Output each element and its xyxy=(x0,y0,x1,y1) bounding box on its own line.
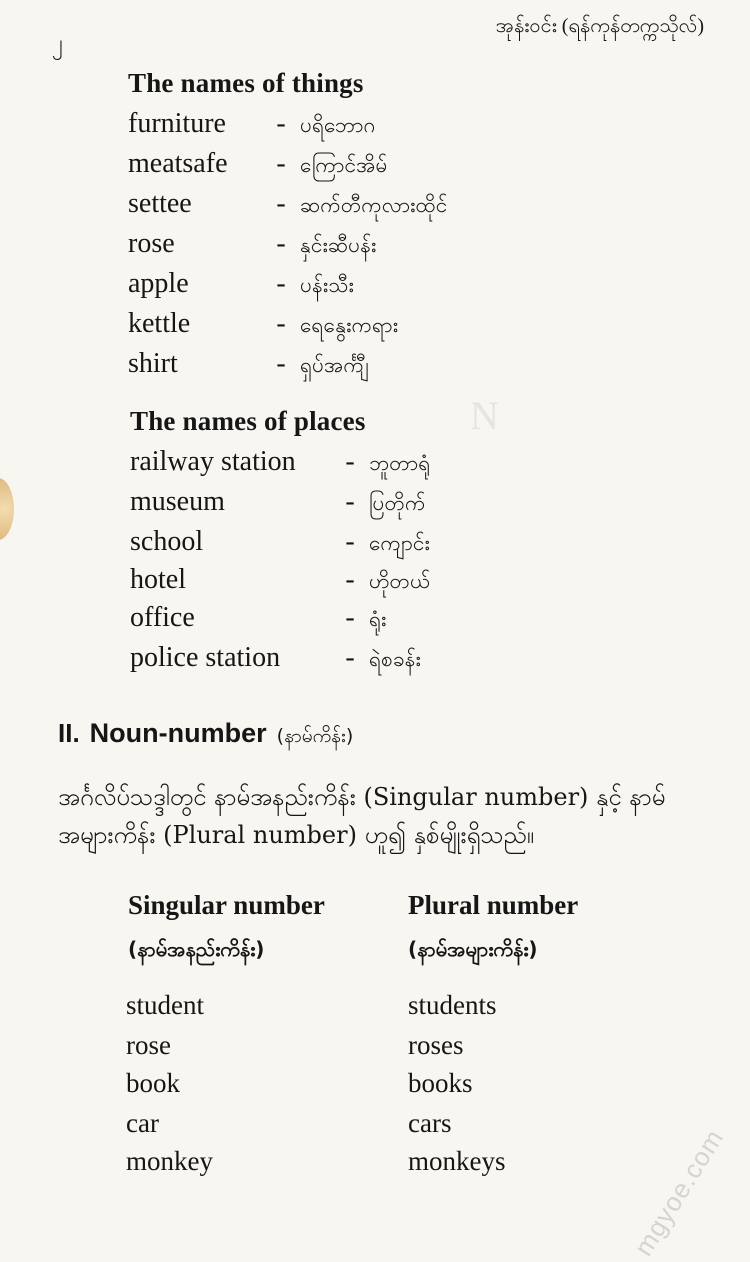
vocab-row xyxy=(128,268,354,308)
singular-word: book xyxy=(126,1068,180,1098)
vocab-dash: - xyxy=(345,564,355,595)
vocab-dash: - xyxy=(345,642,355,673)
singular-word: student xyxy=(126,990,204,1020)
vocab-dash: - xyxy=(276,148,286,179)
plural-word: monkeys xyxy=(408,1146,506,1176)
vocab-english: kettle xyxy=(128,308,191,339)
singular-column-subheader: (နာမ်အနည်းကိန်း) xyxy=(128,937,265,961)
vocab-row xyxy=(128,228,376,268)
thumb-edge-decoration xyxy=(0,478,14,540)
singular-word: rose xyxy=(126,1030,171,1060)
section-heading: Noun-number xyxy=(89,718,267,748)
vocab-myanmar: ဆက်တီကုလားထိုင် xyxy=(300,193,448,217)
running-header: အုန်းဝင်း (ရန်ကုန်တက္ကသိုလ်) xyxy=(495,15,704,37)
vocab-myanmar: နှင်းဆီပန်း xyxy=(300,233,377,257)
plural-word: students xyxy=(408,990,497,1020)
vocab-row xyxy=(130,642,421,682)
vocab-myanmar: ပြတိုက် xyxy=(369,491,426,515)
vocab-row xyxy=(130,564,430,604)
vocab-myanmar: ရေနွေးကရား xyxy=(300,313,399,337)
vocab-dash: - xyxy=(345,446,355,477)
vocab-myanmar: ပရိဘောဂ xyxy=(300,113,376,137)
vocab-english: railway station xyxy=(130,446,296,477)
singular-column-header: Singular number xyxy=(128,890,325,920)
vocab-dash: - xyxy=(276,268,286,299)
vocab-myanmar: ကျောင်း xyxy=(369,531,430,555)
vocab-english: apple xyxy=(128,268,189,299)
noun-number-paragraph: အင်္ဂလိပ်သဒ္ဒါတွင် နာမ်အနည်းကိန်း (Singular number) နှင့် နာမ်အများကိန်း (Plural number) ဟူ၍ နှစ်မျိုးရှိသည်။ xyxy=(58,783,666,849)
vocab-row xyxy=(128,348,368,388)
vocab-row xyxy=(128,308,398,348)
site-watermark: mgyoe.com xyxy=(627,1123,730,1262)
vocab-english: furniture xyxy=(128,108,226,139)
vocab-myanmar: ဘူတာရုံ xyxy=(369,451,431,475)
things-section-title: The names of things xyxy=(128,68,364,98)
vocab-row xyxy=(130,602,386,642)
vocab-dash: - xyxy=(276,188,286,219)
vocab-dash: - xyxy=(345,486,355,517)
vocab-english: office xyxy=(130,602,195,633)
vocab-myanmar: ရှပ်အင်္ကျီ xyxy=(300,353,369,377)
vocab-myanmar: ပန်းသီး xyxy=(300,273,354,297)
vocab-myanmar: ရုံး xyxy=(369,607,387,631)
plural-word: cars xyxy=(408,1108,452,1138)
vocab-row xyxy=(130,446,430,486)
vocab-row xyxy=(128,148,387,188)
vocab-row xyxy=(128,108,375,148)
vocab-myanmar: ကြောင်အိမ် xyxy=(300,153,388,177)
vocab-english: shirt xyxy=(128,348,178,379)
page-number: ၂ xyxy=(52,30,63,55)
vocab-english: settee xyxy=(128,188,192,219)
vocab-myanmar: ရဲစခန်း xyxy=(369,647,421,671)
noun-number-heading xyxy=(58,718,353,752)
vocab-english: rose xyxy=(128,228,175,259)
vocab-english: hotel xyxy=(130,564,186,595)
vocab-dash: - xyxy=(276,228,286,259)
singular-word: car xyxy=(126,1108,159,1138)
section-numeral: II. xyxy=(58,718,80,748)
vocab-english: museum xyxy=(130,486,225,517)
vocab-row xyxy=(128,188,447,228)
vocab-myanmar: ဟိုတယ် xyxy=(369,569,431,593)
plural-word: roses xyxy=(408,1030,464,1060)
vocab-english: meatsafe xyxy=(128,148,228,179)
vocab-english: police station xyxy=(130,642,281,673)
plural-column-subheader: (နာမ်အများကိန်း) xyxy=(408,937,538,961)
vocab-dash: - xyxy=(276,308,286,339)
vocab-dash: - xyxy=(345,602,355,633)
vocab-row xyxy=(130,526,430,566)
bleed-through-decoration: N xyxy=(470,393,499,438)
vocab-dash: - xyxy=(276,108,286,139)
vocab-english: school xyxy=(130,526,204,557)
singular-word: monkey xyxy=(126,1146,213,1176)
plural-word: books xyxy=(408,1068,473,1098)
places-section-title: The names of places xyxy=(130,406,366,436)
vocab-dash: - xyxy=(345,526,355,557)
section-heading-myanmar: (နာမ်ကိန်း) xyxy=(276,725,354,747)
vocab-dash: - xyxy=(276,348,286,379)
vocab-row xyxy=(130,486,426,526)
plural-column-header: Plural number xyxy=(408,890,579,920)
